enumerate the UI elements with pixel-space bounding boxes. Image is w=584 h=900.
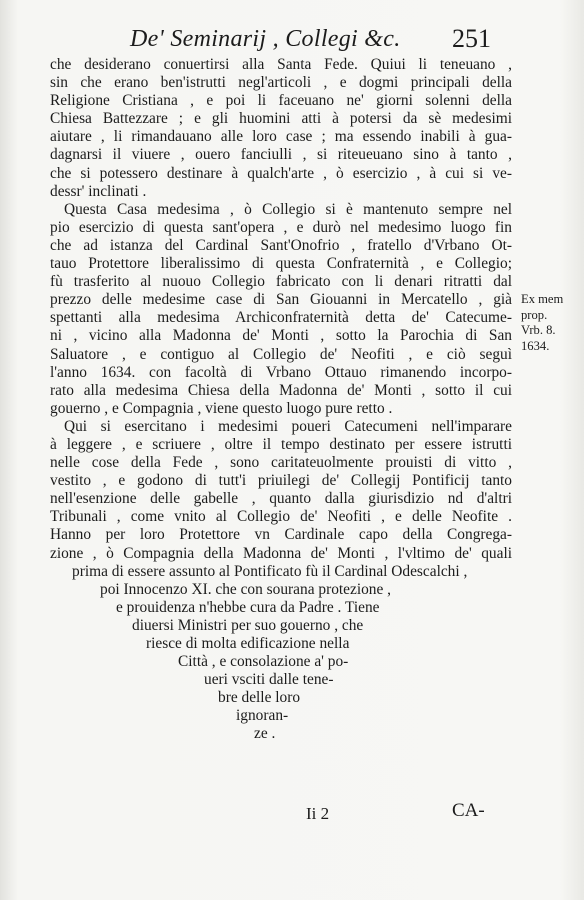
catchword: CA- [452,800,485,821]
text-line: à leggere , e scriuere , oltre il tempo destinato per essere istrutti [50,435,512,453]
margin-note [521,292,581,354]
page-number: 251 [452,24,491,53]
signature-mark: Ii 2 [306,804,330,823]
margin-note-line: Vrb. 8. [521,323,556,337]
text-line: sin che erano ben'istrutti negl'articoli , e dogmi principali della [50,74,512,92]
text-line: riesce di molta edificazione nella [146,635,350,652]
margin-note-line: prop. [521,307,548,322]
text-line: fù trasferito al nuouo Collegio fabricato con li denari ritratti dal [50,273,512,291]
text-line: Questa Casa medesima , ò Collegio si è mantenuto sempre nel [64,200,512,218]
text-line: nell'esenzione delle gabelle , quanto dalla giurisdizio nd d'altri [50,490,512,508]
text-line: Qui si esercitano i medesimi poueri Catecumeni nell'imparare [64,417,512,435]
text-line: dessr' inclinati . [50,182,147,200]
margin-note-line: Ex mem [521,292,564,306]
text-line: che ad istanza del Cardinal Sant'Onofrio , fratello d'Vrbano Ot- [50,236,512,254]
text-line: prezzo delle medesime case di San Giouanni in Mercatello , già [50,291,512,309]
text-line: diuersi Ministri per suo gouerno , che [132,616,364,634]
text-line: ignoran- [236,707,289,725]
text-line: che desiderano conuertirsi alla Santa Fede. Quiui li teneuano , [50,56,512,73]
text-line: prima di essere assunto al Pontificato fù il Cardinal Odescalchi , [72,562,468,580]
text-line: e prouidenza n'hebbe cura da Padre . Tiene [116,598,380,616]
text-line: pio esercizio di questa sant'opera , e durò nel medesimo luogo fin [50,218,512,236]
body-text [50,56,512,744]
text-line: Saluatore , e contiguo al Collegio de' Neofiti , e ciò seguì [50,345,512,363]
text-line: Città , e consolazione a' po- [178,653,349,671]
text-line: Chiesa Battezzare ; e gli huomini atti à potersi da sè medesimi [50,110,512,128]
text-line: poi Innocenzo XI. che con sourana protezione , [100,580,392,598]
text-line: vestito , e godono di tutt'i priuilegi de' Collegij Pontificij tanto [50,472,512,490]
text-line: Religione Cristiana , e poi li faceuano ne' giorni solenni della [50,92,512,110]
text-line: ueri vsciti dalle tene- [204,671,334,689]
text-line: zione , ò Compagnia della Madonna de' Monti , l'vltimo de' quali [50,544,512,562]
text-line: gouerno , e Compagnia , viene questo luogo pure retto . [50,399,393,417]
text-line: ze . [254,725,276,743]
text-line: rato alla medesima Chiesa della Madonna de' Monti , sotto il cui [50,381,512,399]
text-line: Hanno per loro Protettore vn Cardinale capo della Congrega- [50,526,512,544]
text-line: tauo Protettore liberalissimo di questa Confraternità , e Collegio; [50,255,512,273]
running-header-title: De' Seminarij , Collegi &c. [130,26,401,52]
text-line: bre delle loro [218,689,301,707]
text-line: l'anno 1634. con facoltà di Vrbano Ottauo rimanendo incorpo- [50,363,512,381]
text-line: ni , vicino alla Madonna de' Monti , sotto la Parochia di San [50,327,512,345]
text-line: che si potessero destinare à qualch'arte , ò esercizio , à cui si ve- [50,164,512,182]
margin-note-line: 1634. [521,338,550,353]
text-line: dagnarsi il viuere , ouero fanciulli , si riteueuano sino à tanto , [50,146,512,164]
text-line: spettanti alla medesima Archiconfraternità detta de' Catecume- [50,309,512,327]
text-line: aiutare , li rimandauano alle loro case ; ma essendo inabili à gua- [50,128,512,146]
text-line: Tribunali , come vnito al Collegio de' Neofiti , e delle Neofite . [50,508,512,526]
text-line: nelle cose della Fede , sono caritateuolmente prouisti di vitto , [50,454,512,472]
